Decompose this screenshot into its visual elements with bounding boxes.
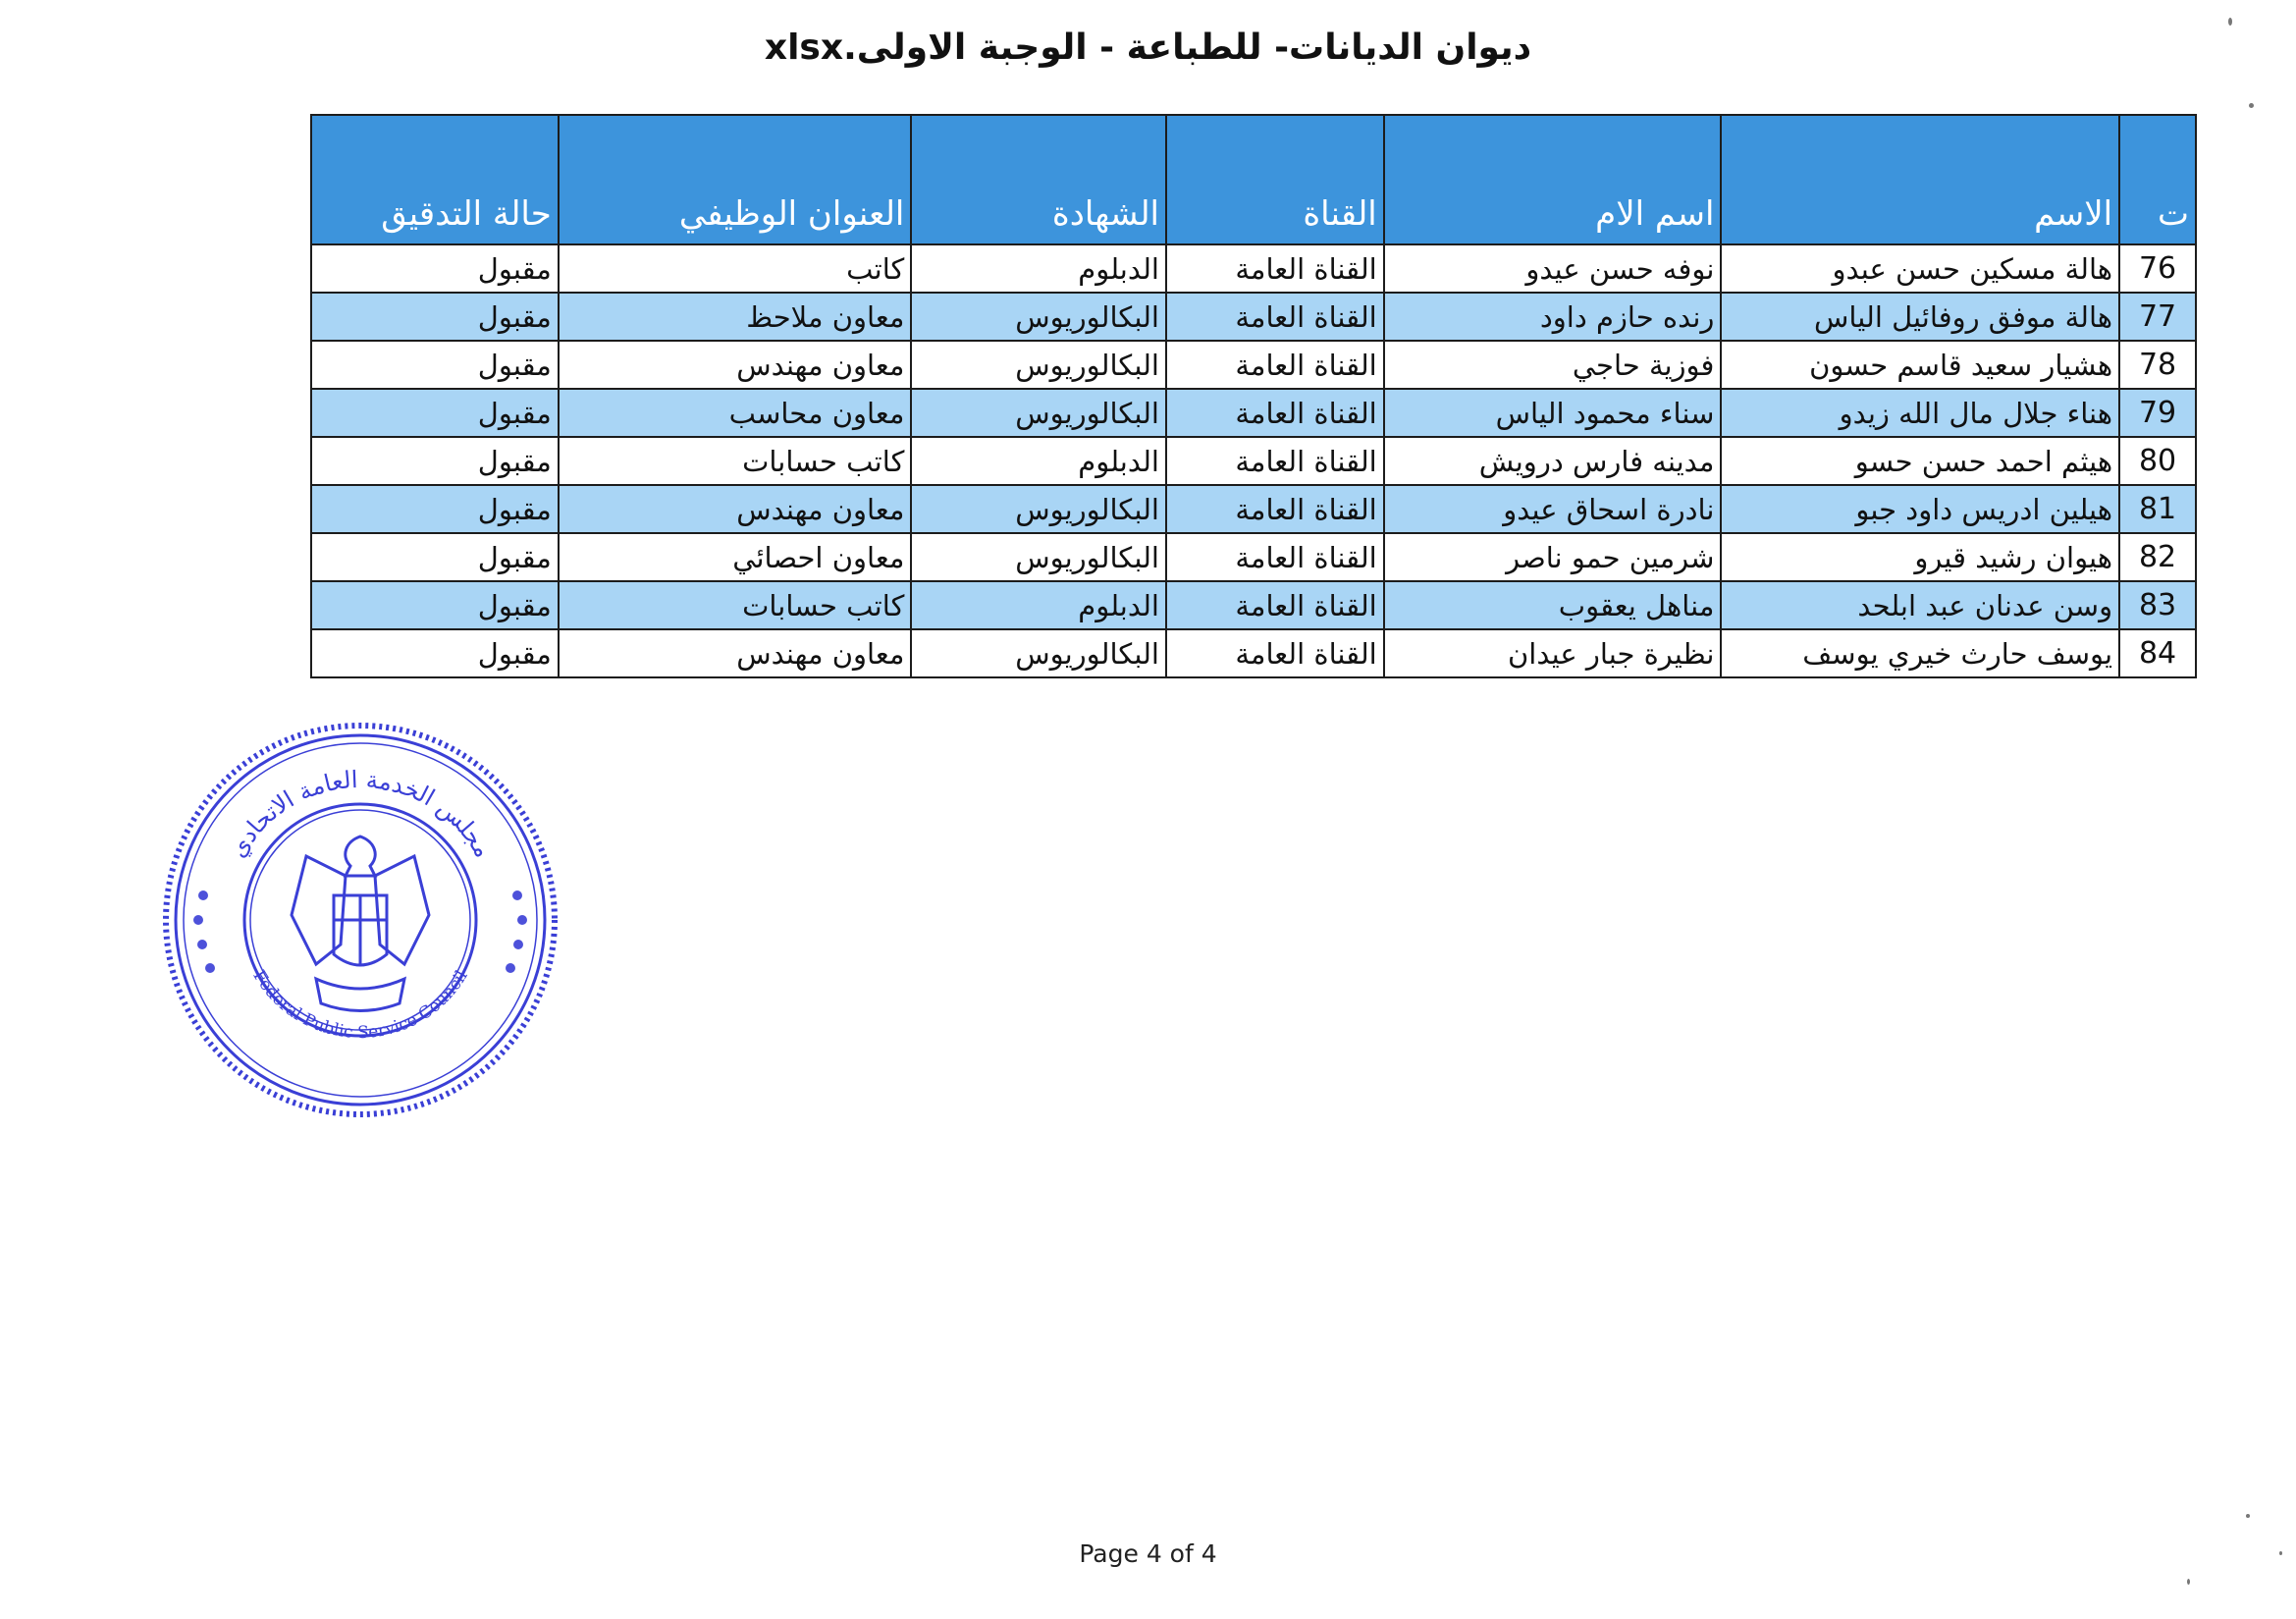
cell-seq: 77: [2119, 293, 2196, 341]
cell-channel: القناة العامة: [1166, 629, 1384, 677]
results-table: [310, 114, 2197, 678]
cell-channel: القناة العامة: [1166, 485, 1384, 533]
header-job-title: العنوان الوظيفي: [559, 115, 912, 244]
cell-status: مقبول: [311, 629, 559, 677]
cell-job-title: معاون احصائي: [559, 533, 912, 581]
cell-degree: الدبلوم: [911, 437, 1166, 485]
cell-seq: 80: [2119, 437, 2196, 485]
cell-name: هالة موفق روفائيل الياس: [1721, 293, 2119, 341]
cell-channel: القناة العامة: [1166, 293, 1384, 341]
header-channel: القناة: [1166, 115, 1384, 244]
scan-speck: [2228, 18, 2232, 26]
cell-degree: البكالوريوس: [911, 629, 1166, 677]
cell-degree: البكالوريوس: [911, 389, 1166, 437]
cell-seq: 83: [2119, 581, 2196, 629]
cell-name: هيوان رشيد قيرو: [1721, 533, 2119, 581]
cell-channel: القناة العامة: [1166, 437, 1384, 485]
cell-mother: مناهل يعقوب: [1384, 581, 1722, 629]
cell-seq: 82: [2119, 533, 2196, 581]
header-status: حالة التدقيق: [311, 115, 559, 244]
cell-job-title: كاتب حسابات: [559, 437, 912, 485]
cell-name: هشيار سعيد قاسم حسون: [1721, 341, 2119, 389]
cell-degree: الدبلوم: [911, 244, 1166, 293]
cell-status: مقبول: [311, 533, 559, 581]
cell-job-title: معاون مهندس: [559, 629, 912, 677]
cell-mother: سناء محمود الياس: [1384, 389, 1722, 437]
cell-status: مقبول: [311, 437, 559, 485]
official-seal: [159, 719, 561, 1121]
cell-channel: القناة العامة: [1166, 244, 1384, 293]
cell-name: وسن عدنان عبد ابلحد: [1721, 581, 2119, 629]
cell-seq: 78: [2119, 341, 2196, 389]
cell-degree: الدبلوم: [911, 581, 1166, 629]
seal-arabic-text: [224, 766, 497, 862]
cell-status: مقبول: [311, 244, 559, 293]
cell-job-title: معاون محاسب: [559, 389, 912, 437]
header-name: الاسم: [1721, 115, 2119, 244]
cell-channel: القناة العامة: [1166, 341, 1384, 389]
table-row: [311, 389, 2196, 437]
table-row: [311, 244, 2196, 293]
cell-channel: القناة العامة: [1166, 581, 1384, 629]
table-row: [311, 581, 2196, 629]
cell-degree: البكالوريوس: [911, 293, 1166, 341]
cell-status: مقبول: [311, 293, 559, 341]
cell-seq: 79: [2119, 389, 2196, 437]
seal-arabic-text-path: مجلس الخدمة العامة الاتحادي: [223, 765, 498, 863]
table-row: [311, 341, 2196, 389]
cell-mother: مدينه فارس درويش: [1384, 437, 1722, 485]
seal-english-text: [248, 967, 471, 1043]
cell-seq: 81: [2119, 485, 2196, 533]
cell-channel: القناة العامة: [1166, 389, 1384, 437]
cell-mother: نادرة اسحاق عيدو: [1384, 485, 1722, 533]
cell-name: هيثم احمد حسن حسو: [1721, 437, 2119, 485]
cell-mother: رنده حازم داود: [1384, 293, 1722, 341]
page-title: ديوان الديانات- للطباعة - الوجبة الاولى.xlsx: [764, 27, 1532, 68]
cell-name: يوسف حارث خيري يوسف: [1721, 629, 2119, 677]
cell-channel: القناة العامة: [1166, 533, 1384, 581]
table-row: [311, 485, 2196, 533]
cell-degree: البكالوريوس: [911, 485, 1166, 533]
header-mother: اسم الام: [1384, 115, 1722, 244]
cell-status: مقبول: [311, 581, 559, 629]
cell-name: هيلين ادريس داود جبو: [1721, 485, 2119, 533]
table-row: [311, 533, 2196, 581]
cell-name: هناء جلال مال الله زيدو: [1721, 389, 2119, 437]
cell-status: مقبول: [311, 341, 559, 389]
header-seq: ت: [2119, 115, 2196, 244]
table-row: [311, 293, 2196, 341]
cell-degree: البكالوريوس: [911, 533, 1166, 581]
cell-name: هالة مسكين حسن عبدو: [1721, 244, 2119, 293]
cell-status: مقبول: [311, 389, 559, 437]
cell-status: مقبول: [311, 485, 559, 533]
cell-mother: نوفه حسن عيدو: [1384, 244, 1722, 293]
cell-degree: البكالوريوس: [911, 341, 1166, 389]
cell-mother: شرمين حمو ناصر: [1384, 533, 1722, 581]
cell-job-title: معاون مهندس: [559, 485, 912, 533]
cell-mother: فوزية حاجي: [1384, 341, 1722, 389]
table-row: [311, 629, 2196, 677]
scan-speck: [2279, 1551, 2282, 1555]
scan-speck: [2246, 1514, 2250, 1518]
table-row: [311, 437, 2196, 485]
cell-seq: 84: [2119, 629, 2196, 677]
table-header-row: [311, 115, 2196, 244]
scan-speck: [2187, 1579, 2190, 1585]
cell-job-title: معاون ملاحظ: [559, 293, 912, 341]
page-number: Page 4 of 4: [1079, 1539, 1217, 1568]
cell-job-title: كاتب حسابات: [559, 581, 912, 629]
cell-job-title: كاتب: [559, 244, 912, 293]
header-degree: الشهادة: [911, 115, 1166, 244]
cell-seq: 76: [2119, 244, 2196, 293]
seal-emblem-icon: [159, 719, 561, 1121]
scan-speck: [2249, 103, 2254, 108]
cell-mother: نظيرة جبار عيدان: [1384, 629, 1722, 677]
cell-job-title: معاون مهندس: [559, 341, 912, 389]
seal-english-text-path: Federal Public Service Council: [248, 966, 472, 1044]
